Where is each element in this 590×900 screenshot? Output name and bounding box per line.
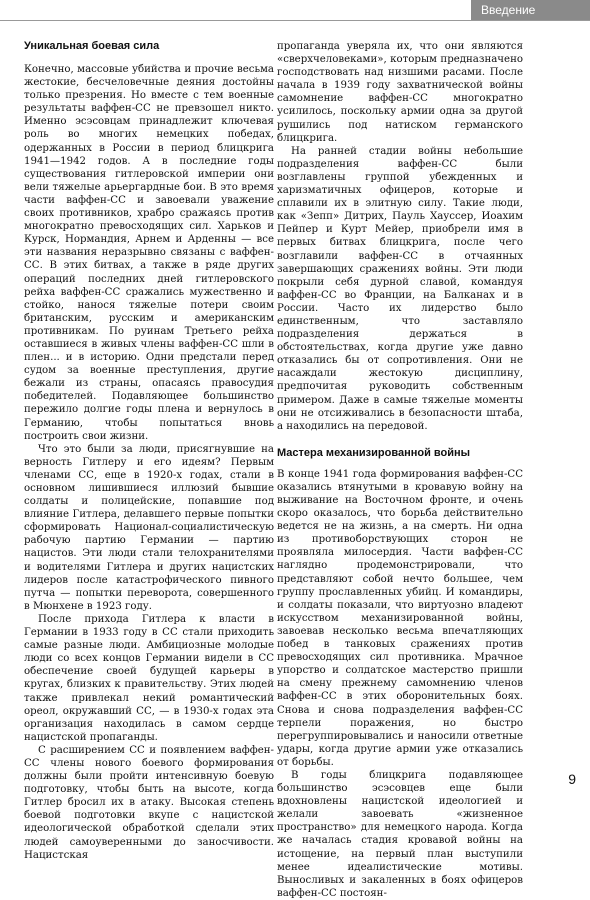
left-column [24, 40, 274, 862]
paragraph: В годы блицкрига подавляющее большинство эсэсовцев еще были вдохновлены нацистской идеологией и желали завоевать «жизненное пространство» для немецкого народа. Когда же началась стадия кровавой войны на истощение, на первый план выступили менее идеалистические мотивы. Выносливых и закаленных в боях офицеров ваффен-СС постоян- [277, 769, 523, 899]
paragraph: После прихода Гитлера к власти в Германии в 1933 году в СС стали приходить самые разные люди. Амбициозные молодые люди со всех концов Германии видели в СС обеспечение своей будущей карьеры в кругах, близких к правительству. Этих людей также привлекал некий романтический ореол, окружавший СС, — в 1930-х годах эта организация находилась в самом сердце нацистской пропаганды. [24, 613, 274, 743]
paragraph: Что это были за люди, присягнувшие на верность Гитлеру и его идеям? Первым членами СС, еще в 1920-х годах, стали в основном лишившиеся иллюзий бывшие солдаты и полицейские, попавшие под влияние Гитлера, делавшего первые попытки сформировать Национал-социалистическую рабочую партию Германии — партию нацистов. Эти люди стали телохранителями и водителями Гитлера и других нацистских лидеров после катастрофического пивного путча — попытки переворота, совершенного в Мюнхене в 1923 году. [24, 443, 274, 612]
right-column [277, 40, 523, 900]
header-divider [0, 20, 590, 21]
paragraph: В конце 1941 года формирования ваффен-СС оказались втянутыми в кровавую войну на выживание на Восточном фронте, и очень скоро оказалось, что борьба действительно ведется не на жизнь, а на смерть. Ни одна из противоборствующих сторон не проявляла милосердия. Части ваффен-СС наглядно продемонстрировали, что представляют собой нечто большее, чем группу прославленных убийц. И командиры, и солдаты показали, что виртуозно владеют искусством механизированной войны, завоевав несколько весьма впечатляющих побед в танковых сражениях против превосходящих сил противника. Мрачное упорство и солдатское мастерство пришли на смену прежнему самомнению членов ваффен-СС в этих оборонительных боях. Снова и снова подразделения ваффен-СС терпели поражения, но быстро перегруппировывались и наносили ответные удары, когда другие армии уже отказались от борьбы. [277, 468, 523, 768]
paragraph: С расширением СС и появлением ваффен-СС члены нового боевого формирования должны были пройти интенсивную боевую подготовку, чтобы быть на высоте, когда Гитлер бросил их в атаку. Высокая степень боевой подготовки вкупе с нацистской идеологической обработкой сделали этих людей самоуверенными до заносчивости. Нацистская [24, 744, 274, 861]
paragraph: Конечно, массовые убийства и прочие весьма жестокие, бесчеловечные деяния достойны только презрения. Но вместе с тем военные результаты ваффен-СС не превзошел никто. Именно эсэсовцам принадлежит ключевая роль во многих немецких победах, одержанных в России в период блицкрига 1941—1942 годов. А в последние годы существования гитлеровской империи они вели тяжелые арьергардные бои. В это время части ваффен-СС и завоевали уважение своих противников, храбро сражаясь против многократно превосходящих сил. Харьков и Курск, Нормандия, Арнем и Арденны — все эти названия неразрывно связаны с ваффен-СС. В этих битвах, а также в ряде других операций последних дней гитлеровского рейха ваффен-СС сражались мужественно и стойко, нанося тяжелые потери своим британским, русским и американским противникам. По руинам Третьего рейха оставшиеся в живых члены ваффен-СС шли в плен... и в историю. Одни предстали перед судом за военные преступления, другие бежали из страны, опасаясь правосудия победителей. Подавляющее большинство пережило долгие годы плена и вернулось в Германию, чтобы попытаться вновь построить свои жизни. [24, 64, 274, 442]
section-header-label: Введение [481, 3, 536, 17]
page-number: 9 [568, 771, 576, 787]
section-header-tab [471, 0, 590, 20]
section-title-mechanized-war: Мастера механизированной войны [277, 446, 471, 459]
paragraph: пропаганда уверяла их, что они являются «сверхчеловеками», которым предназначено господствовать над низшими расами. После начала в 1939 году захватнической войны самомнение ваффен-СС многократно усилилось, поскольку армии одна за другой рушились под натиском германского блицкрига. [277, 41, 523, 144]
paragraph: На ранней стадии войны небольшие подразделения ваффен-СС были возглавлены группой убежденных и харизматичных офицеров, которые и сплавили их в элитную силу. Такие люди, как «Зепп» Дитрих, Пауль Хауссер, Иоахим Пейпер и Курт Мейер, приобрели имя в первых битвах блицкрига, после чего возглавили ваффен-СС в отчаянных завершающих сражениях войны. Эти люди покрыли себя дурной славой, командуя ваффен-СС во Франции, на Балканах и в России. Часто их лидерство было единственным, что заставляло подразделения держаться в обстоятельствах, когда другие уже давно отказались бы от сопротивления. Они не насаждали жестокую дисциплину, предпочитая руководить собственным примером. Даже в самые тяжелые моменты они не отсиживались в безопасности штаба, а находились на передовой. [277, 145, 523, 432]
section-title-unique-force: Уникальная боевая сила [24, 40, 160, 52]
